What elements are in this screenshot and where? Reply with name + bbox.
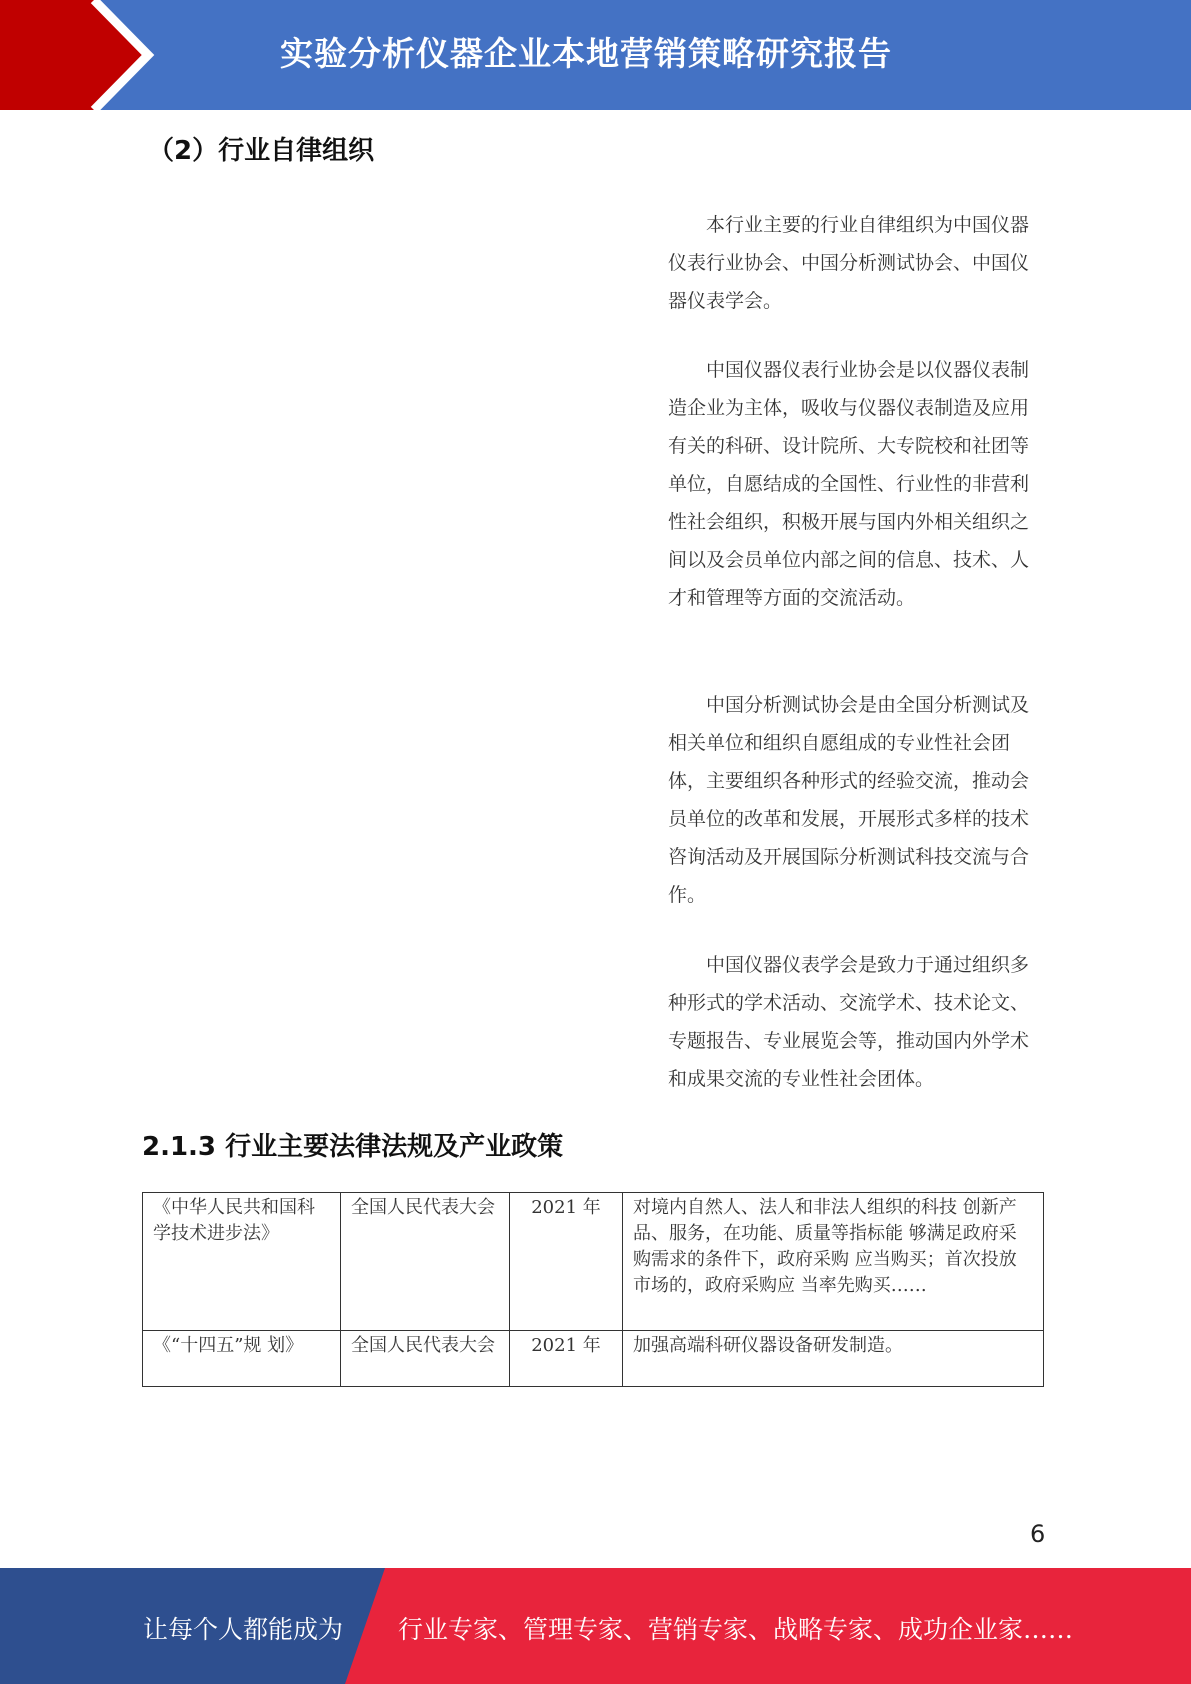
law-year-cell: 2021 年 bbox=[510, 1331, 623, 1387]
section-heading: （2）行业自律组织 bbox=[148, 136, 375, 166]
report-title: 实验分析仪器企业本地营销策略研究报告 bbox=[280, 34, 892, 73]
law-content-cell: 加强高端科研仪器设备研发制造。 bbox=[623, 1331, 1044, 1387]
laws-table bbox=[142, 1192, 1044, 1387]
law-content-cell: 对境内自然人、法人和非法人组织的科技 创新产品、服务，在功能、质量等指标能 够满足政府采购需求的条件下，政府采购 应当购买；首次投放市场的，政府采购应 当率先购买…… bbox=[623, 1193, 1044, 1331]
laws-heading: 2.1.3 行业主要法律法规及产业政策 bbox=[142, 1132, 564, 1162]
red-chevron-arrow-icon bbox=[0, 0, 160, 110]
paragraph-2: 中国仪器仪表行业协会是以仪器仪表制造企业为主体，吸收与仪器仪表制造及应用有关的科研、设计院所、大专院校和社团等单位，自愿结成的全国性、行业性的非营利性社会组织，积极开展与国内外相关组织之间以及会员单位内部之间的信息、技术、人才和管理等方面的交流活动。 bbox=[668, 359, 1030, 609]
law-year-cell: 2021 年 bbox=[510, 1193, 623, 1331]
law-issuer-cell: 全国人民代表大会 bbox=[341, 1331, 510, 1387]
law-name-cell: 《中华人民共和国科学技术进步法》 bbox=[143, 1193, 341, 1331]
paragraph-4: 中国仪器仪表学会是致力于通过组织多种形式的学术活动、交流学术、技术论文、专题报告、专业展览会等，推动国内外学术和成果交流的专业性社会团体。 bbox=[668, 954, 1030, 1090]
law-name-cell: 《“十四五”规 划》 bbox=[143, 1331, 341, 1387]
paragraph-1: 本行业主要的行业自律组织为中国仪器仪表行业协会、中国分析测试协会、中国仪器仪表学会。 bbox=[668, 214, 1030, 312]
page-number: 6 bbox=[1030, 1520, 1046, 1548]
footer-slogan-right: 行业专家、管理专家、营销专家、战略专家、成功企业家…… bbox=[398, 1615, 1074, 1644]
page-footer bbox=[0, 1568, 1191, 1684]
paragraph-3: 中国分析测试协会是由全国分析测试及相关单位和组织自愿组成的专业性社会团体，主要组织各种形式的经验交流，推动会员单位的改革和发展，开展形式多样的技术咨询活动及开展国际分析测试科技交流与合作。 bbox=[668, 694, 1030, 906]
law-issuer-cell: 全国人民代表大会 bbox=[341, 1193, 510, 1331]
table-row bbox=[143, 1193, 1044, 1331]
footer-slogan-left: 让每个人都能成为 bbox=[143, 1615, 344, 1644]
table-row bbox=[143, 1331, 1044, 1387]
page-header bbox=[0, 0, 1191, 110]
